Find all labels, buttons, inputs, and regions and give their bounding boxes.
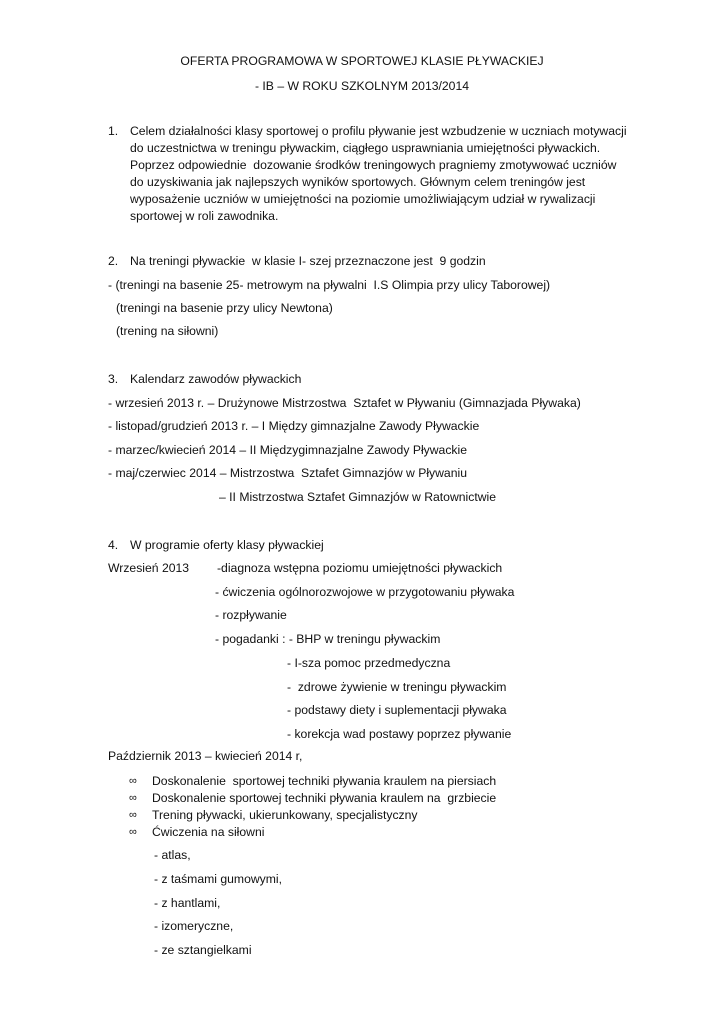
- gym-item: - z taśmami gumowymi,: [154, 872, 282, 886]
- program-item: - ćwiczenia ogólnorozwojowe w przygotowaniu pływaka: [215, 585, 515, 599]
- section-1-line: do uczestnictwa w treningu pływackim, ciągłego usprawniania umiejętności pływackich.: [130, 141, 601, 155]
- section-1-line: sportowej w roli zawodnika.: [130, 209, 279, 223]
- infinity-bullet-icon: ∞: [129, 792, 137, 804]
- bullet-item: Doskonalenie sportowej techniki pływania kraulem na piersiach: [152, 774, 497, 788]
- bullet-item: Ćwiczenia na siłowni: [152, 825, 265, 839]
- infinity-bullet-icon: ∞: [129, 775, 137, 787]
- program-item: -diagnoza wstępna poziomu umiejętności pływackich: [217, 561, 503, 575]
- talk-item: - zdrowe żywienie w treningu pływackim: [287, 680, 507, 694]
- section-2-line: (trening na siłowni): [116, 324, 219, 338]
- section-4-heading: W programie oferty klasy pływackiej: [130, 538, 324, 552]
- gym-item: - z hantlami,: [154, 896, 221, 910]
- section-2-heading: Na treningi pływackie w klasie I- szej przeznaczone jest 9 godzin: [130, 254, 486, 268]
- document-title: OFERTA PROGRAMOWA W SPORTOWEJ KLASIE PŁYWACKIEJ: [180, 54, 544, 68]
- gym-item: - izomeryczne,: [154, 919, 234, 933]
- month-label: Wrzesień 2013: [108, 561, 190, 575]
- program-item: - pogadanki : - BHP w treningu pływackim: [215, 632, 441, 646]
- gym-item: - ze sztangielkami: [154, 943, 252, 957]
- calendar-item: – II Mistrzostwa Sztafet Gimnazjów w Ratownictwie: [219, 490, 497, 504]
- talk-item: - podstawy diety i suplementacji pływaka: [287, 703, 507, 717]
- calendar-item: - wrzesień 2013 r. – Drużynowe Mistrzostwa Sztafet w Pływaniu (Gimnazjada Pływaka): [108, 396, 581, 410]
- section-3-number: 3.: [108, 372, 119, 386]
- calendar-item: - maj/czerwiec 2014 – Mistrzostwa Sztafet Gimnazjów w Pływaniu: [108, 466, 467, 480]
- gym-item: - atlas,: [154, 848, 191, 862]
- section-3-heading: Kalendarz zawodów pływackich: [130, 372, 302, 386]
- talk-item: - korekcja wad postawy poprzez pływanie: [287, 727, 512, 741]
- bullet-item: Trening pływacki, ukierunkowany, specjalistyczny: [152, 808, 418, 822]
- talk-item: - I-sza pomoc przedmedyczna: [287, 656, 451, 670]
- section-2-number: 2.: [108, 254, 119, 268]
- section-1-line: Celem działalności klasy sportowej o profilu pływanie jest wzbudzenie w uczniach motywacji: [130, 124, 627, 138]
- infinity-bullet-icon: ∞: [129, 809, 137, 821]
- section-1-line: do uzyskiwania jak najlepszych wyników sportowych. Głównym celem treningów jest: [130, 175, 586, 189]
- period-label: Październik 2013 – kwiecień 2014 r,: [108, 749, 303, 763]
- calendar-item: - listopad/grudzień 2013 r. – I Między gimnazjalne Zawody Pływackie: [108, 419, 480, 433]
- section-4-number: 4.: [108, 538, 119, 552]
- bullet-item: Doskonalenie sportowej techniki pływania kraulem na grzbiecie: [152, 791, 497, 805]
- section-1-line: Poprzez odpowiednie dozowanie środków treningowych pragniemy zmotywować uczniów: [130, 158, 617, 172]
- section-2-line: - (treningi na basenie 25- metrowym na pływalni I.S Olimpia przy ulicy Taborowej): [108, 278, 551, 292]
- document-subtitle: - IB – W ROKU SZKOLNYM 2013/2014: [254, 79, 470, 93]
- infinity-bullet-icon: ∞: [129, 826, 137, 838]
- section-2-line: (treningi na basenie przy ulicy Newtona): [116, 301, 333, 315]
- calendar-item: - marzec/kwiecień 2014 – II Międzygimnazjalne Zawody Pływackie: [108, 443, 468, 457]
- program-item: - rozpływanie: [215, 608, 287, 622]
- section-1-number: 1.: [108, 124, 119, 138]
- section-1-line: wyposażenie uczniów w umiejętności na poziomie umożliwiającym udział w rywalizacji: [130, 192, 596, 206]
